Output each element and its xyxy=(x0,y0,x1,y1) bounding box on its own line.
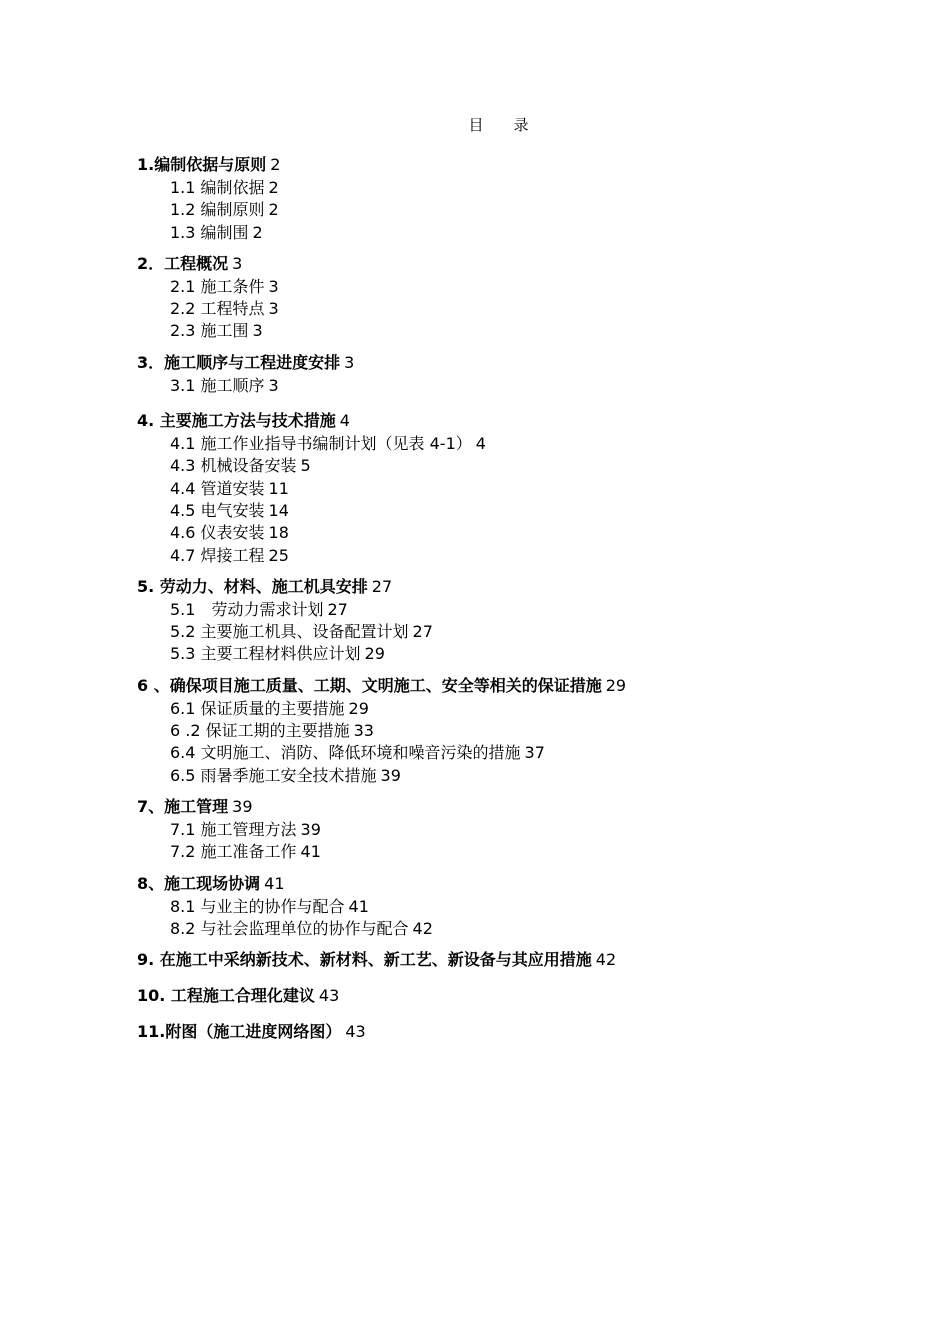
toc-page-number: 27 xyxy=(412,622,433,642)
toc-page-number: 2 xyxy=(268,178,279,197)
toc-subsection-title: 4.3 机械设备安装 xyxy=(170,456,297,476)
toc-subsection-title: 1.2 编制原则 xyxy=(170,200,265,220)
toc-subsection[interactable] xyxy=(137,320,897,342)
toc-subsection-title: 4.7 焊接工程 xyxy=(170,545,265,565)
toc-subsection[interactable] xyxy=(137,698,897,720)
toc-subsection-title: 1.1 编制依据 xyxy=(170,178,265,197)
toc-subsection-title: 6 .2 保证工期的主要措施 xyxy=(170,721,350,741)
toc-subsection-title: 4.6 仪表安装 xyxy=(170,523,265,543)
table-of-contents xyxy=(137,153,897,1044)
toc-page-number: 33 xyxy=(353,721,374,741)
toc-subsection[interactable] xyxy=(137,500,897,522)
toc-subsection[interactable] xyxy=(137,765,897,787)
toc-subsection[interactable] xyxy=(137,522,897,544)
toc-page-number: 11 xyxy=(268,478,289,498)
toc-subsection[interactable] xyxy=(137,643,897,665)
toc-subsection-title: 6.1 保证质量的主要措施 xyxy=(170,698,345,718)
toc-subsection[interactable] xyxy=(137,276,897,298)
toc-subsection-title: 2.1 施工条件 xyxy=(170,276,265,296)
toc-section[interactable] xyxy=(137,984,897,1008)
toc-subsection-title: 4.4 管道安装 xyxy=(170,478,265,498)
toc-subsection-title: 3.1 施工顺序 xyxy=(170,375,265,395)
toc-page-number: 42 xyxy=(595,950,617,970)
toc-page-number: 3 xyxy=(344,352,355,372)
toc-page-number: 25 xyxy=(268,545,289,565)
toc-page-number: 37 xyxy=(524,743,545,763)
toc-subsection-title: 1.3 编制围 xyxy=(170,222,249,242)
toc-page-number: 41 xyxy=(300,842,321,862)
toc-page-number: 4 xyxy=(475,434,486,454)
toc-page-number: 3 xyxy=(268,375,279,395)
toc-section[interactable] xyxy=(137,872,897,896)
toc-subsection-title: 6.5 雨暑季施工安全技术措施 xyxy=(170,765,377,785)
toc-page-number: 2 xyxy=(270,155,281,174)
toc-subsection-title: 5.3 主要工程材料供应计划 xyxy=(170,644,361,664)
toc-subsection[interactable] xyxy=(137,478,897,500)
toc-subsection-title: 8.2 与社会监理单位的协作与配合 xyxy=(170,918,409,938)
toc-page-number: 29 xyxy=(605,675,627,695)
toc-page-number: 39 xyxy=(300,819,321,839)
toc-page-number: 14 xyxy=(268,500,289,520)
toc-page-number: 27 xyxy=(371,576,393,596)
toc-subsection-title: 8.1 与业主的协作与配合 xyxy=(170,896,345,916)
toc-subsection[interactable] xyxy=(137,298,897,320)
toc-page-number: 2 xyxy=(268,200,279,220)
toc-subsection[interactable] xyxy=(137,599,897,621)
toc-subsection-title: 4.5 电气安装 xyxy=(170,500,265,520)
toc-page-number: 3 xyxy=(232,253,243,273)
toc-section-title: 9. 在施工中采纳新技术、新材料、新工艺、新设备与其应用措施 xyxy=(137,950,592,970)
toc-page-number: 43 xyxy=(318,986,340,1006)
toc-page-number: 29 xyxy=(364,644,385,664)
toc-page-number: 41 xyxy=(348,896,369,916)
toc-subsection[interactable] xyxy=(137,375,897,397)
toc-page-number: 3 xyxy=(252,321,263,341)
toc-section[interactable] xyxy=(137,795,897,819)
toc-section[interactable] xyxy=(137,1020,897,1044)
toc-section[interactable] xyxy=(137,575,897,599)
toc-section-title: 5. 劳动力、材料、施工机具安排 xyxy=(137,576,368,596)
toc-section[interactable] xyxy=(137,252,897,276)
toc-subsection[interactable] xyxy=(137,433,897,455)
toc-page-number: 41 xyxy=(264,873,285,893)
toc-page-number: 18 xyxy=(268,523,289,543)
toc-subsection-title: 2.3 施工围 xyxy=(170,321,249,341)
toc-section-title: 8、施工现场协调 xyxy=(137,873,261,893)
toc-subsection[interactable] xyxy=(137,841,897,863)
toc-title: 目 录 xyxy=(468,116,529,134)
toc-subsection-title: 7.2 施工准备工作 xyxy=(170,842,297,862)
toc-page-number: 39 xyxy=(232,796,253,816)
toc-section[interactable] xyxy=(137,351,897,375)
toc-section-title: 11.附图（施工进度网络图） xyxy=(137,1022,342,1042)
toc-page-number: 3 xyxy=(268,299,279,319)
toc-subsection[interactable] xyxy=(137,819,897,841)
toc-page-number: 39 xyxy=(380,765,401,785)
toc-subsection-title: 7.1 施工管理方法 xyxy=(170,819,297,839)
toc-page-number: 43 xyxy=(345,1022,366,1042)
toc-page-number: 3 xyxy=(268,276,279,296)
toc-subsection[interactable] xyxy=(137,222,897,244)
toc-subsection[interactable] xyxy=(137,455,897,477)
toc-subsection[interactable] xyxy=(137,177,897,199)
toc-section-title: 2．工程概况 xyxy=(137,253,229,273)
toc-subsection-title: 4.1 施工作业指导书编制计划（见表 4-1） xyxy=(170,434,472,454)
toc-section[interactable] xyxy=(137,409,897,433)
toc-subsection[interactable] xyxy=(137,621,897,643)
toc-page-number: 4 xyxy=(339,411,350,431)
toc-page-number: 29 xyxy=(348,698,369,718)
toc-subsection[interactable] xyxy=(137,545,897,567)
toc-section[interactable] xyxy=(137,153,897,177)
toc-section-title: 7、施工管理 xyxy=(137,796,229,816)
toc-section-title: 3．施工顺序与工程进度安排 xyxy=(137,352,341,372)
toc-section-title: 1.编制依据与原则 xyxy=(137,155,267,174)
toc-section[interactable] xyxy=(137,674,897,698)
toc-page-number: 5 xyxy=(300,456,311,476)
toc-page-number: 2 xyxy=(252,222,263,242)
toc-section-title: 4. 主要施工方法与技术措施 xyxy=(137,411,336,431)
toc-subsection[interactable] xyxy=(137,720,897,742)
toc-subsection-title: 6.4 文明施工、消防、降低环境和噪音污染的措施 xyxy=(170,743,521,763)
toc-page-number: 42 xyxy=(412,918,433,938)
toc-subsection-title: 5.2 主要施工机具、设备配置计划 xyxy=(170,622,409,642)
toc-section[interactable] xyxy=(137,948,897,972)
toc-subsection[interactable] xyxy=(137,742,897,764)
toc-page-number: 27 xyxy=(327,599,348,619)
toc-section-title: 10. 工程施工合理化建议 xyxy=(137,986,315,1006)
toc-subsection-title: 2.2 工程特点 xyxy=(170,299,265,319)
toc-subsection-title: 5.1 劳动力需求计划 xyxy=(170,599,324,619)
toc-subsection[interactable] xyxy=(137,918,897,940)
toc-subsection[interactable] xyxy=(137,199,897,221)
toc-section-title: 6 、确保项目施工质量、工期、文明施工、安全等相关的保证措施 xyxy=(137,675,602,695)
toc-subsection[interactable] xyxy=(137,896,897,918)
